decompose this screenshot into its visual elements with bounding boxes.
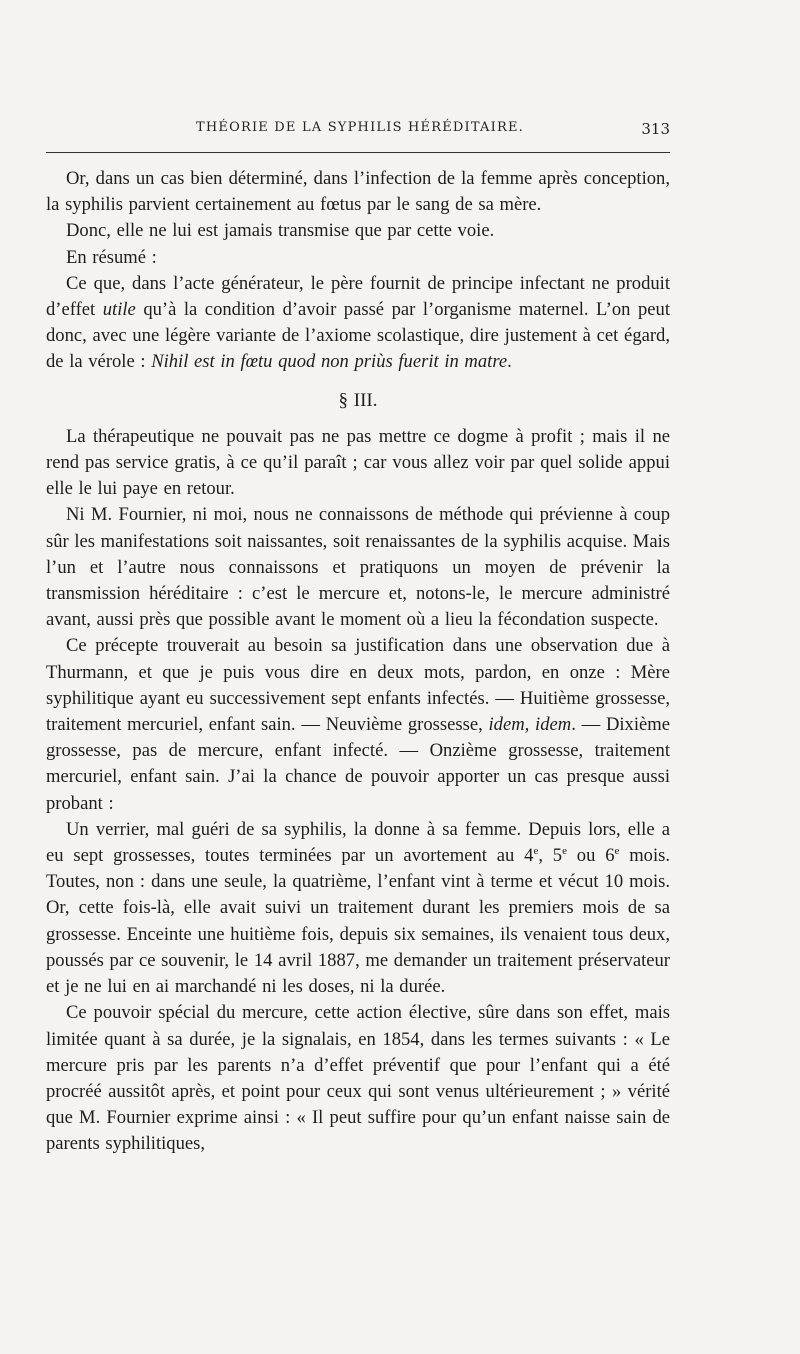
paragraph-4 bbox=[46, 271, 670, 376]
body-text bbox=[46, 166, 670, 1158]
running-head-title: THÉORIE DE LA SYPHILIS HÉRÉDITAIRE. bbox=[196, 120, 524, 135]
paragraph-6: Ni M. Fournier, ni moi, nous ne connaissons de méthode qui prévienne à coup sûr les manifestations soit naissantes, soit renaissantes de la syphilis acquise. Mais l’un et l’autre nous connaissons et pratiquons un moyen de prévenir la transmission héréditaire : c’est le mercure et, notons-le, le mercure administré avant, aussi près que possible avant le moment où a lieu la fécondation suspecte. bbox=[46, 504, 670, 631]
text-span: . — Dixième grossesse, pas de mercure, enfant infecté. — Onzième grossesse, traitement mercuriel, enfant sain. J’ai la chance de pouvoir apporter un cas presque aussi probant : bbox=[46, 714, 670, 814]
page-number: 313 bbox=[641, 120, 670, 138]
text-span: Un verrier, mal guéri de sa syphilis, la donne à sa femme. Depuis lors, elle a eu sept grossesses, toutes terminées par un avortement au 4 bbox=[46, 818, 670, 867]
paragraph-5: La thérapeutique ne pouvait pas ne pas mettre ce dogme à profit ; mais il ne rend pas service gratis, à ce qu’il paraît ; car vous allez voir par quel solide appui elle le lui paye en retour. bbox=[46, 425, 670, 500]
text-span: Ce précepte trouverait au besoin sa justification dans une observation due à Thurmann, et que je puis vous dire en deux mots, pardon, en onze : Mère syphilitique ayant eu successivement sept enfants infectés. — Huitième grossesse, traitement mercuriel, enfant sain. — Neuvième grossesse, bbox=[46, 635, 670, 736]
text-span: mois. Toutes, non : dans une seule, la quatrième, l’enfant vint à terme et vécut 10 mois. Or, cette fois-là, elle avait suivi un traitement durant les premiers mois de sa grossesse. Enceinte une huitième fois, depuis six semaines, ils venaient tous deux, poussés par ce souvenir, le 14 avril 1887, me demander un traitement préservateur et je ne lui en ai marchandé ni les doses, ni la durée. bbox=[46, 845, 671, 998]
section-heading: § III. bbox=[338, 389, 378, 411]
text-span: ou 6 bbox=[566, 845, 615, 867]
paragraph-2: Donc, elle ne lui est jamais transmise que par cette voie. bbox=[66, 220, 495, 242]
text-span: , 5 bbox=[538, 845, 563, 867]
paragraph-9: Ce pouvoir spécial du mercure, cette action élective, sûre dans son effet, mais limitée quant à sa durée, je la signalais, en 1854, dans les termes suivants : « Le mercure pris par les parents n’a d’effet préventif que pour l’enfant qui a été procréé aussitôt après, et point pour ceux qui sont venus ultérieurement ; » vérité que M. Fournier exprime ainsi : « Il peut suffire pour qu’un enfant naisse sain de parents syphilitiques, bbox=[46, 1002, 670, 1155]
italic-idem: idem, idem bbox=[488, 714, 572, 736]
text-span: qu’à la condition d’avoir passé par l’organisme maternel. L’on peut donc, avec une légère variante de l’axiome scolastique, dire justement à cet égard, de la vérole : bbox=[46, 299, 671, 373]
italic-utile: utile bbox=[102, 299, 136, 321]
text-span: Ce que, dans l’acte générateur, le père fournit de principe infectant ne produit d’effet bbox=[46, 272, 670, 321]
superscript: e bbox=[562, 844, 567, 857]
running-head bbox=[46, 120, 670, 142]
header-rule bbox=[46, 152, 670, 153]
superscript: e bbox=[533, 844, 539, 857]
text-span: . bbox=[507, 351, 512, 373]
paragraph-7 bbox=[46, 633, 670, 816]
paragraph-1: Or, dans un cas bien déterminé, dans l’infection de la femme après conception, la syphilis parvient certainement au fœtus par le sang de sa mère. bbox=[46, 168, 670, 216]
latin-quote: Nihil est in fœtu quod non priùs fuerit in matre bbox=[151, 351, 508, 373]
superscript: e bbox=[614, 844, 620, 857]
paragraph-3: En résumé : bbox=[66, 246, 157, 268]
paragraph-8 bbox=[46, 817, 670, 1000]
